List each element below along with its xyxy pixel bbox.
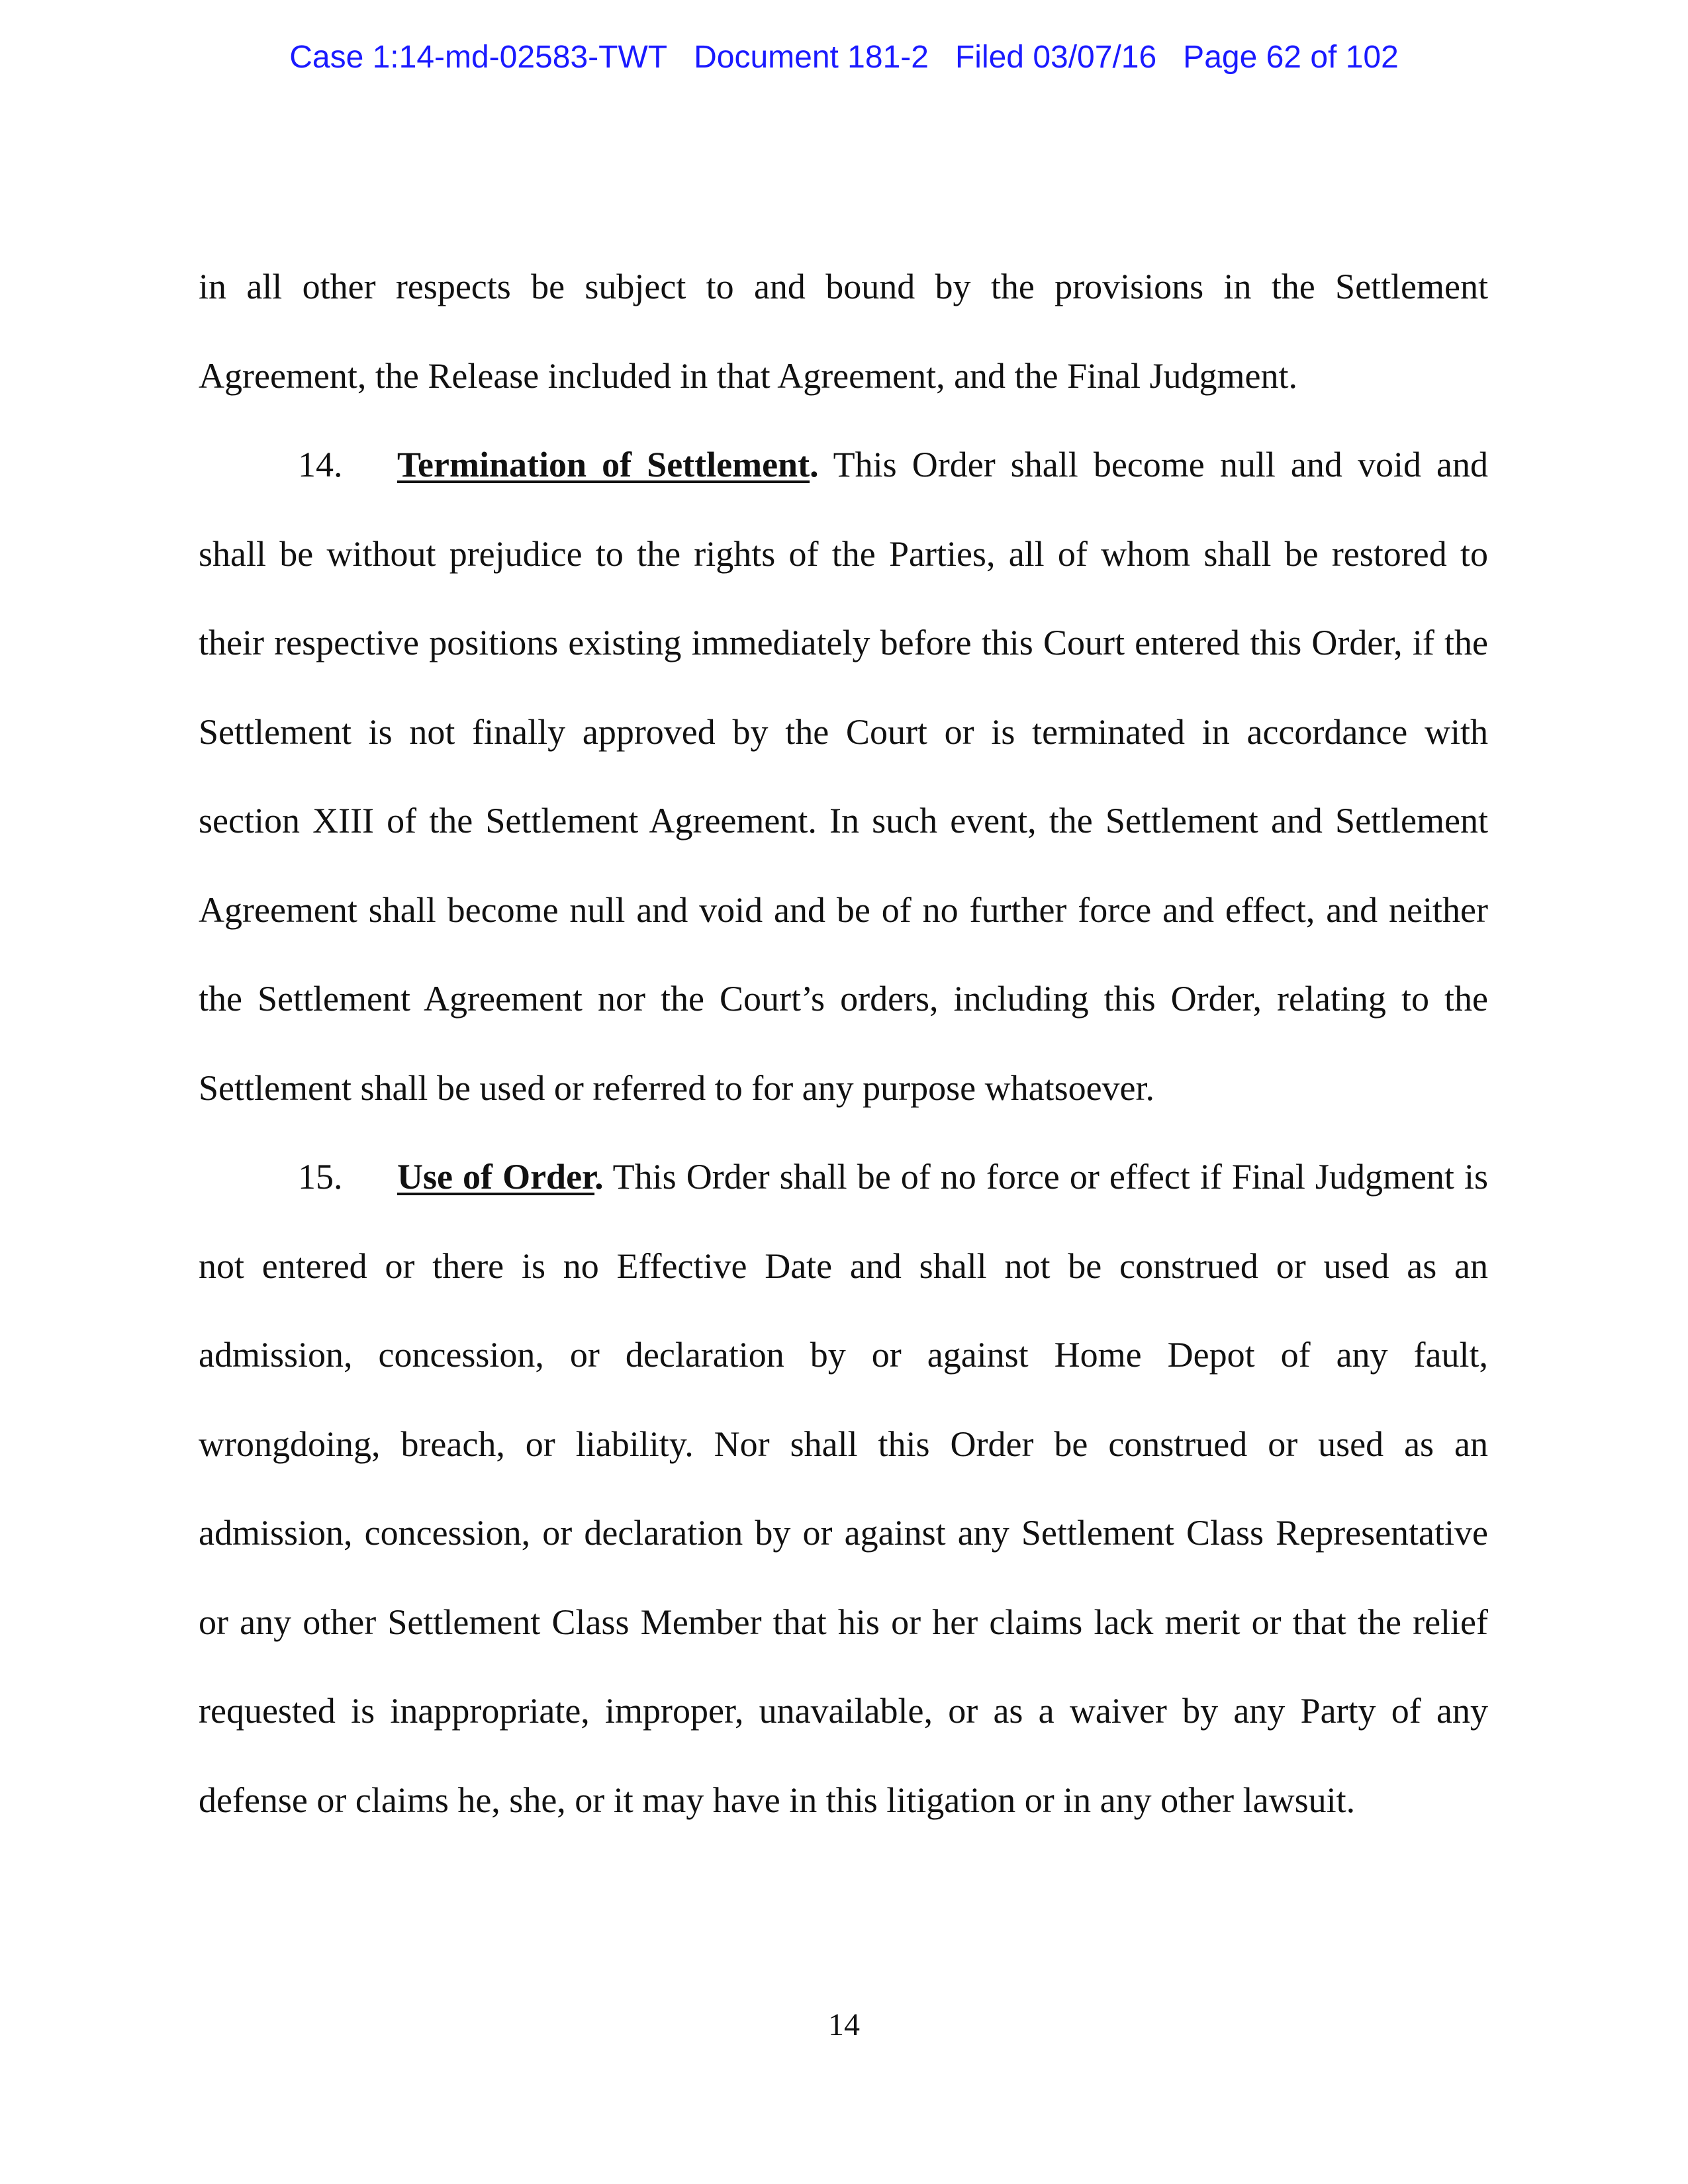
section-15-heading-period: . xyxy=(594,1157,604,1197)
section-14-paragraph xyxy=(199,420,1488,1132)
continuation-paragraph: in all other respects be subject to and bound by the provisions in the Settlement Agreement, the Release included in that Agreement, and the Final Judgment. xyxy=(199,267,1488,396)
section-15-text: This Order shall be of no force or effect if Final Judgment is not entered or there is no Effective Date and shall not be construed or used as an admission, concession, or declaration by or against Home Depot of any fault, wrongdoing, breach, or liability. Nor shall this Order be construed or used as an admission, concession, or declaration by or against any Settlement Class Representative or any other Settlement Class Member that his or her claims lack merit or that the relief requested is inappropriate, improper, unavailable, or as a waiver by any Party of any defense or claims he, she, or it may have in this litigation or in any other lawsuit. xyxy=(199,1157,1488,1820)
section-14-text: This Order shall become null and void and shall be without prejudice to the rights of the Parties, all of whom shall be restored to their respective positions existing immediately before this Court entered this Order, if the Settlement is not finally approved by the Court or is terminated in accordance with section XIII of the Settlement Agreement. In such event, the Settlement and Settlement Agreement shall become null and void and be of no further force and effect, and neither the Settlement Agreement nor the Court’s orders, including this Order, relating to the Settlement shall be used or referred to for any purpose whatsoever. xyxy=(199,445,1488,1108)
case-header xyxy=(0,34,1688,81)
filed-date: Filed 03/07/16 xyxy=(955,40,1157,75)
page-number: 14 xyxy=(828,2007,860,2042)
section-14-number: 14. xyxy=(298,445,343,484)
section-15-paragraph xyxy=(199,1132,1488,1844)
document-body xyxy=(199,242,1488,1844)
document-number: Document 181-2 xyxy=(694,40,929,75)
case-number: Case 1:14-md-02583-TWT xyxy=(289,40,668,75)
section-15-heading: Use of Order xyxy=(397,1157,595,1197)
section-14-heading-period: . xyxy=(810,445,819,484)
section-14-heading: Termination of Settlement xyxy=(397,445,810,484)
page-count: Page 62 of 102 xyxy=(1183,40,1399,75)
section-15-number: 15. xyxy=(298,1157,343,1197)
